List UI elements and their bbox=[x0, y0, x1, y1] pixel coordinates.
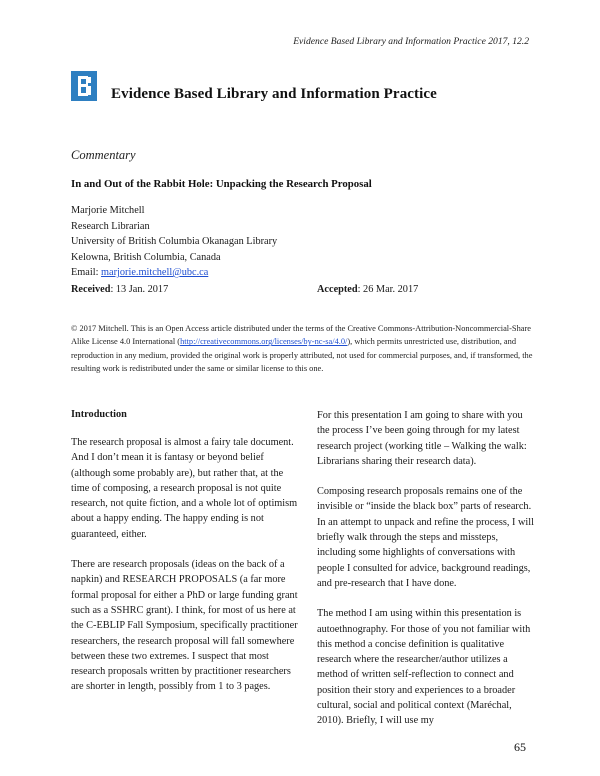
author-block bbox=[71, 203, 277, 281]
author-email-row bbox=[71, 265, 277, 281]
journal-logo-icon bbox=[71, 71, 97, 101]
article-title: In and Out of the Rabbit Hole: Unpacking the Research Proposal bbox=[71, 178, 372, 190]
accepted-label: Accepted bbox=[317, 284, 358, 295]
section-heading-introduction: Introduction bbox=[71, 409, 127, 420]
received-label: Received bbox=[71, 284, 111, 295]
accepted-value: : 26 Mar. 2017 bbox=[357, 284, 419, 295]
email-label: Email: bbox=[71, 267, 102, 278]
author-role: Research Librarian bbox=[71, 220, 150, 232]
right-column bbox=[317, 408, 535, 744]
email-link[interactable]: marjorie.mitchell@ubc.ca bbox=[101, 267, 209, 278]
page-number: 65 bbox=[514, 740, 526, 754]
paragraph: For this presentation I am going to share with you the process I’ve been going through for my latest research project (working title – Walking the walk: Librarians sharing their research data). bbox=[317, 410, 527, 467]
license-text-before: © 2017 Mitchell. This is an Open Access article distributed under the terms of the Creative Commons‐Attribution‐Noncommercial‐Share Alike License 4.0 International ( bbox=[71, 324, 531, 347]
accepted-date bbox=[317, 284, 418, 295]
paragraph: There are research proposals (ideas on the back of a napkin) and RESEARCH PROPOSALS (a far more formal proposal for either a PhD or large funding grant such as a SSHRC grant). I think, for most of us here at the C-EBLIP Fall Symposium, specifically practitioner researchers, the research proposal will fall somewhere between these two extremes. I suspect that most research proposals written by practitioner researchers are shorter in length, possibly from 1 to 3 pages. bbox=[71, 559, 298, 693]
paragraph: The method I am using within this presentation is autoethnography. For those of you not familiar with this method a concise definition is qualitative research where the researcher/author utilizes a method of written self-reflection to connect and position their story and experiences to a broader cultural, social and political context (Maréchal, 2010). Briefly, I will use my bbox=[317, 608, 531, 727]
received-value: : 13 Jan. 2017 bbox=[110, 284, 169, 295]
left-column bbox=[71, 408, 303, 710]
author-location: Kelowna, British Columbia, Canada bbox=[71, 251, 221, 263]
paragraph: Composing research proposals remains one of the invisible or “inside the black box” parts of research. In an attempt to unpack and refine the process, I will briefly walk through the steps and missteps, including some highlights of conversations with people I consulted for advice, background readings, and pre-research that I have done. bbox=[317, 486, 535, 589]
paragraph: The research proposal is almost a fairy tale document. And I don’t mean it is fantasy or beyond belief (although some probably are), but rather that, at the time of composing, a research proposal is not quite research, not quite fiction, and a whole lot of optimism about a happy ending. The happy ending is not guaranteed, either. bbox=[71, 437, 298, 540]
journal-title: Evidence Based Library and Information Practice bbox=[111, 86, 437, 102]
license-link[interactable]: http://creativecommons.org/licenses/by-nc-sa/4.0/ bbox=[180, 337, 348, 347]
license-text-after: ), which permits unrestricted use, distribution, and reproduction in any medium, provided the original work is properly attributed, not used for commercial purposes, and, if transformed, the resulting work is redistributed under the same or similar license to this one. bbox=[71, 337, 533, 373]
author-name: Marjorie Mitchell bbox=[71, 205, 145, 216]
article-type: Commentary bbox=[71, 148, 136, 162]
author-institution: University of British Columbia Okanagan Library bbox=[71, 236, 278, 247]
received-date bbox=[71, 284, 168, 295]
running-head: Evidence Based Library and Information Practice 2017, 12.2 bbox=[293, 36, 529, 47]
license-statement bbox=[71, 322, 533, 375]
